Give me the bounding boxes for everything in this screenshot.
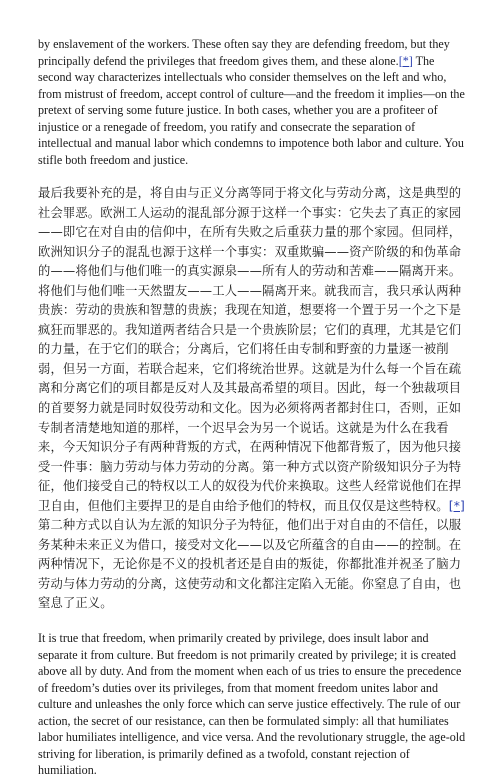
paragraph-2-text-after: 第二种方式以自认为左派的知识分子为特征，他们出于对自由的不信任，以服务某种未来正义为借口，接受对文化——以及它所蕴含的自由——的控制。在两种情况下，无论你是不义的投机者还是自由的叛徒，你都批准并祝圣了脑力劳动与体力劳动的分离，这使劳动和文化都注定陷入无能。你窒息了自由，也窒息了正义。 bbox=[38, 518, 462, 611]
paragraph-2-text-before: 最后我要补充的是，将自由与正义分离等同于将文化与劳动分离，这是典型的社会罪恶。欧洲工人运动的混乱部分源于这样一个事实：它失去了真正的家园——即它在对自由的信仰中，在所有失败之后重获力量的那个家园。但同样，欧洲知识分子的混乱也源于这样一个事实：双重欺骗——资产阶级的和伪革命的——将他们与他们唯一的真实源泉——所有人的劳动和苦难——隔离开来。将他们与他们唯一天然盟友——工人——隔离开来。就我而言，我只承认两种贵族：劳动的贵族和智慧的贵族；我现在知道，想要将一个置于另一个之下是疯狂而罪恶的。我知道两者结合只是一个贵族阶层；它们的真理，尤其是它们的力量，在于它们的联合；分离后，它们将任由专制和野蛮的力量逐一被削弱，但另一方面，若联合起来，它们将统治世界。这就是为什么每一个旨在疏离和分离它们的项目都是反对人及其最高希望的项目。因此，每一个独裁项目的首要努力就是同时奴役劳动和文化。因为必须将两者都封住口，否则，正如专制者清楚地知道的那样，一个迟早会为另一个说话。这就是为什么在我看来，今天知识分子有两种背叛的方式，在两种情况下他都背叛了，因为他只接受一件事：脑力劳动与体力劳动的分离。第一种方式以资产阶级知识分子为特征，他们接受自己的特权以工人的奴役为代价来换取。这些人经常说他们在捍卫自由，但他们主要捍卫的是自由给予他们的特权，而且仅仅是这些特权。 bbox=[38, 186, 462, 513]
paragraph-1-text-after: The second way characterizes intellectuals who consider themselves on the left and who, from mistrust of freedom, accept control of culture—and the freedom it implies—on the pretext of serving some future justice. In both cases, whether you are a profiteer of injustice or a renegade of freedom, you ratify and consecrate the separation of intellectual and manual labor which condemns to impotence both labor and culture. You stifle both freedom and justice. bbox=[38, 53, 465, 167]
paragraph-english-2: It is true that freedom, when primarily created by privilege, does insult labor and separate it from culture. But freedom is not primarily created by privilege; it is created above all by duty. And from the moment when each of us tries to ensure the precedence of freedom’s duties over its privileges, from that moment freedom unites labor and culture and unleashes the only force which can serve justice effectively. The rule of our action, the secret of our resistance, can then be formulated simply: all that humiliates labor humiliates intelligence, and vice versa. And the revolutionary struggle, the age-old striving for liberation, is primarily defined as a twofold, constant rejection of humiliation. bbox=[38, 631, 466, 778]
paragraph-1-text-before: by enslavement of the workers. These often say they are defending freedom, but they principally defend the privileges that freedom gives them, and these alone. bbox=[38, 37, 450, 68]
footnote-link-1[interactable]: [*] bbox=[398, 53, 413, 68]
paragraph-english-1 bbox=[38, 36, 466, 168]
document-page bbox=[38, 36, 466, 779]
paragraph-chinese bbox=[38, 184, 466, 614]
footnote-link-2[interactable]: [*] bbox=[448, 498, 465, 513]
